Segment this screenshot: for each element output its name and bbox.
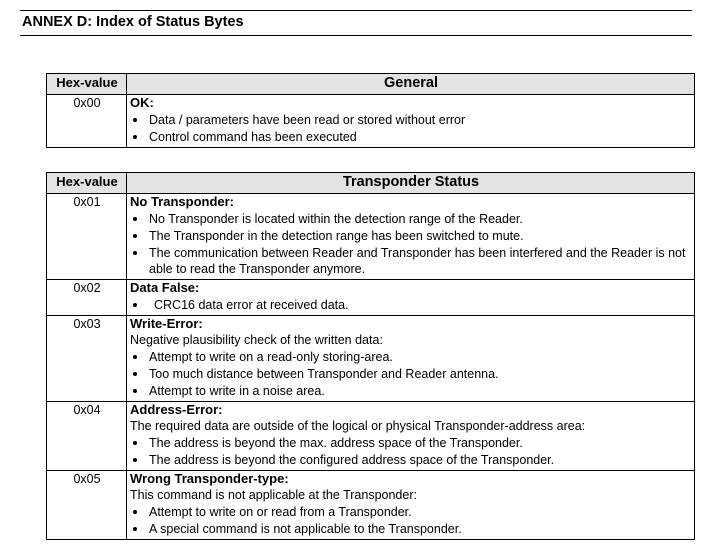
- status-title: Data False:: [130, 280, 200, 295]
- status-description-cell: [127, 194, 695, 280]
- bullet-item: Attempt to write on or read from a Transponder.: [130, 504, 692, 520]
- bullet-item: The Transponder in the detection range has been switched to mute.: [130, 228, 692, 244]
- status-intro: The required data are outside of the logical or physical Transponder-address area:: [130, 419, 586, 433]
- transponder-status-section-header: Transponder Status: [127, 173, 695, 194]
- hex-value-cell: 0x02: [47, 280, 127, 316]
- bullet-item: Control command has been executed: [130, 129, 692, 145]
- status-row-0x00: [47, 95, 695, 148]
- hex-value-cell: 0x04: [47, 402, 127, 471]
- annex-header: [20, 10, 692, 36]
- hex-value-cell: 0x03: [47, 316, 127, 402]
- hex-value-column-header: Hex-value: [47, 74, 127, 95]
- bullet-item: The address is beyond the configured address space of the Transponder.: [130, 452, 692, 468]
- status-description-cell: [127, 280, 695, 316]
- bullet-item: Data / parameters have been read or stored without error: [130, 112, 692, 128]
- bullet-item: Too much distance between Transponder and Reader antenna.: [130, 366, 692, 382]
- status-description-cell: [127, 471, 695, 540]
- bullet-item: CRC16 data error at received data.: [130, 297, 692, 313]
- status-row-0x02: [47, 280, 695, 316]
- status-row-0x05: [47, 471, 695, 540]
- bullet-list: [130, 211, 692, 277]
- bullet-item: No Transponder is located within the detection range of the Reader.: [130, 211, 692, 227]
- status-title: OK:: [130, 95, 154, 110]
- bullet-item: The address is beyond the max. address space of the Transponder.: [130, 435, 692, 451]
- status-row-0x01: [47, 194, 695, 280]
- bullet-list: [130, 112, 692, 145]
- status-title: Wrong Transponder-type:: [130, 471, 289, 486]
- status-title: Write-Error:: [130, 316, 203, 331]
- bullet-item: A special command is not applicable to the Transponder.: [130, 521, 692, 537]
- bullet-item: Attempt to write on a read-only storing-area.: [130, 349, 692, 365]
- status-title: No Transponder:: [130, 194, 235, 209]
- bullet-item: The communication between Reader and Transponder has been interfered and the Reader is not able to read the Transponder anymore.: [130, 245, 692, 277]
- status-title: Address-Error:: [130, 402, 223, 417]
- status-description-cell: [127, 402, 695, 471]
- status-intro: This command is not applicable at the Transponder:: [130, 488, 417, 502]
- page-title: ANNEX D: Index of Status Bytes: [22, 14, 244, 30]
- hex-value-cell: 0x05: [47, 471, 127, 540]
- table-header-row: [47, 173, 695, 194]
- bullet-list: [130, 504, 692, 537]
- transponder-status-table: [46, 172, 695, 540]
- bullet-list: [130, 435, 692, 468]
- status-description-cell: [127, 316, 695, 402]
- bullet-list: [130, 349, 692, 399]
- general-status-table: [46, 73, 695, 148]
- hex-value-column-header: Hex-value: [47, 173, 127, 194]
- general-section-header: General: [127, 74, 695, 95]
- hex-value-cell: 0x00: [47, 95, 127, 148]
- status-intro: Negative plausibility check of the written data:: [130, 333, 383, 347]
- status-description-cell: [127, 95, 695, 148]
- table-header-row: [47, 74, 695, 95]
- bullet-list: [130, 297, 692, 313]
- bullet-item: Attempt to write in a noise area.: [130, 383, 692, 399]
- status-row-0x03: [47, 316, 695, 402]
- hex-value-cell: 0x01: [47, 194, 127, 280]
- status-row-0x04: [47, 402, 695, 471]
